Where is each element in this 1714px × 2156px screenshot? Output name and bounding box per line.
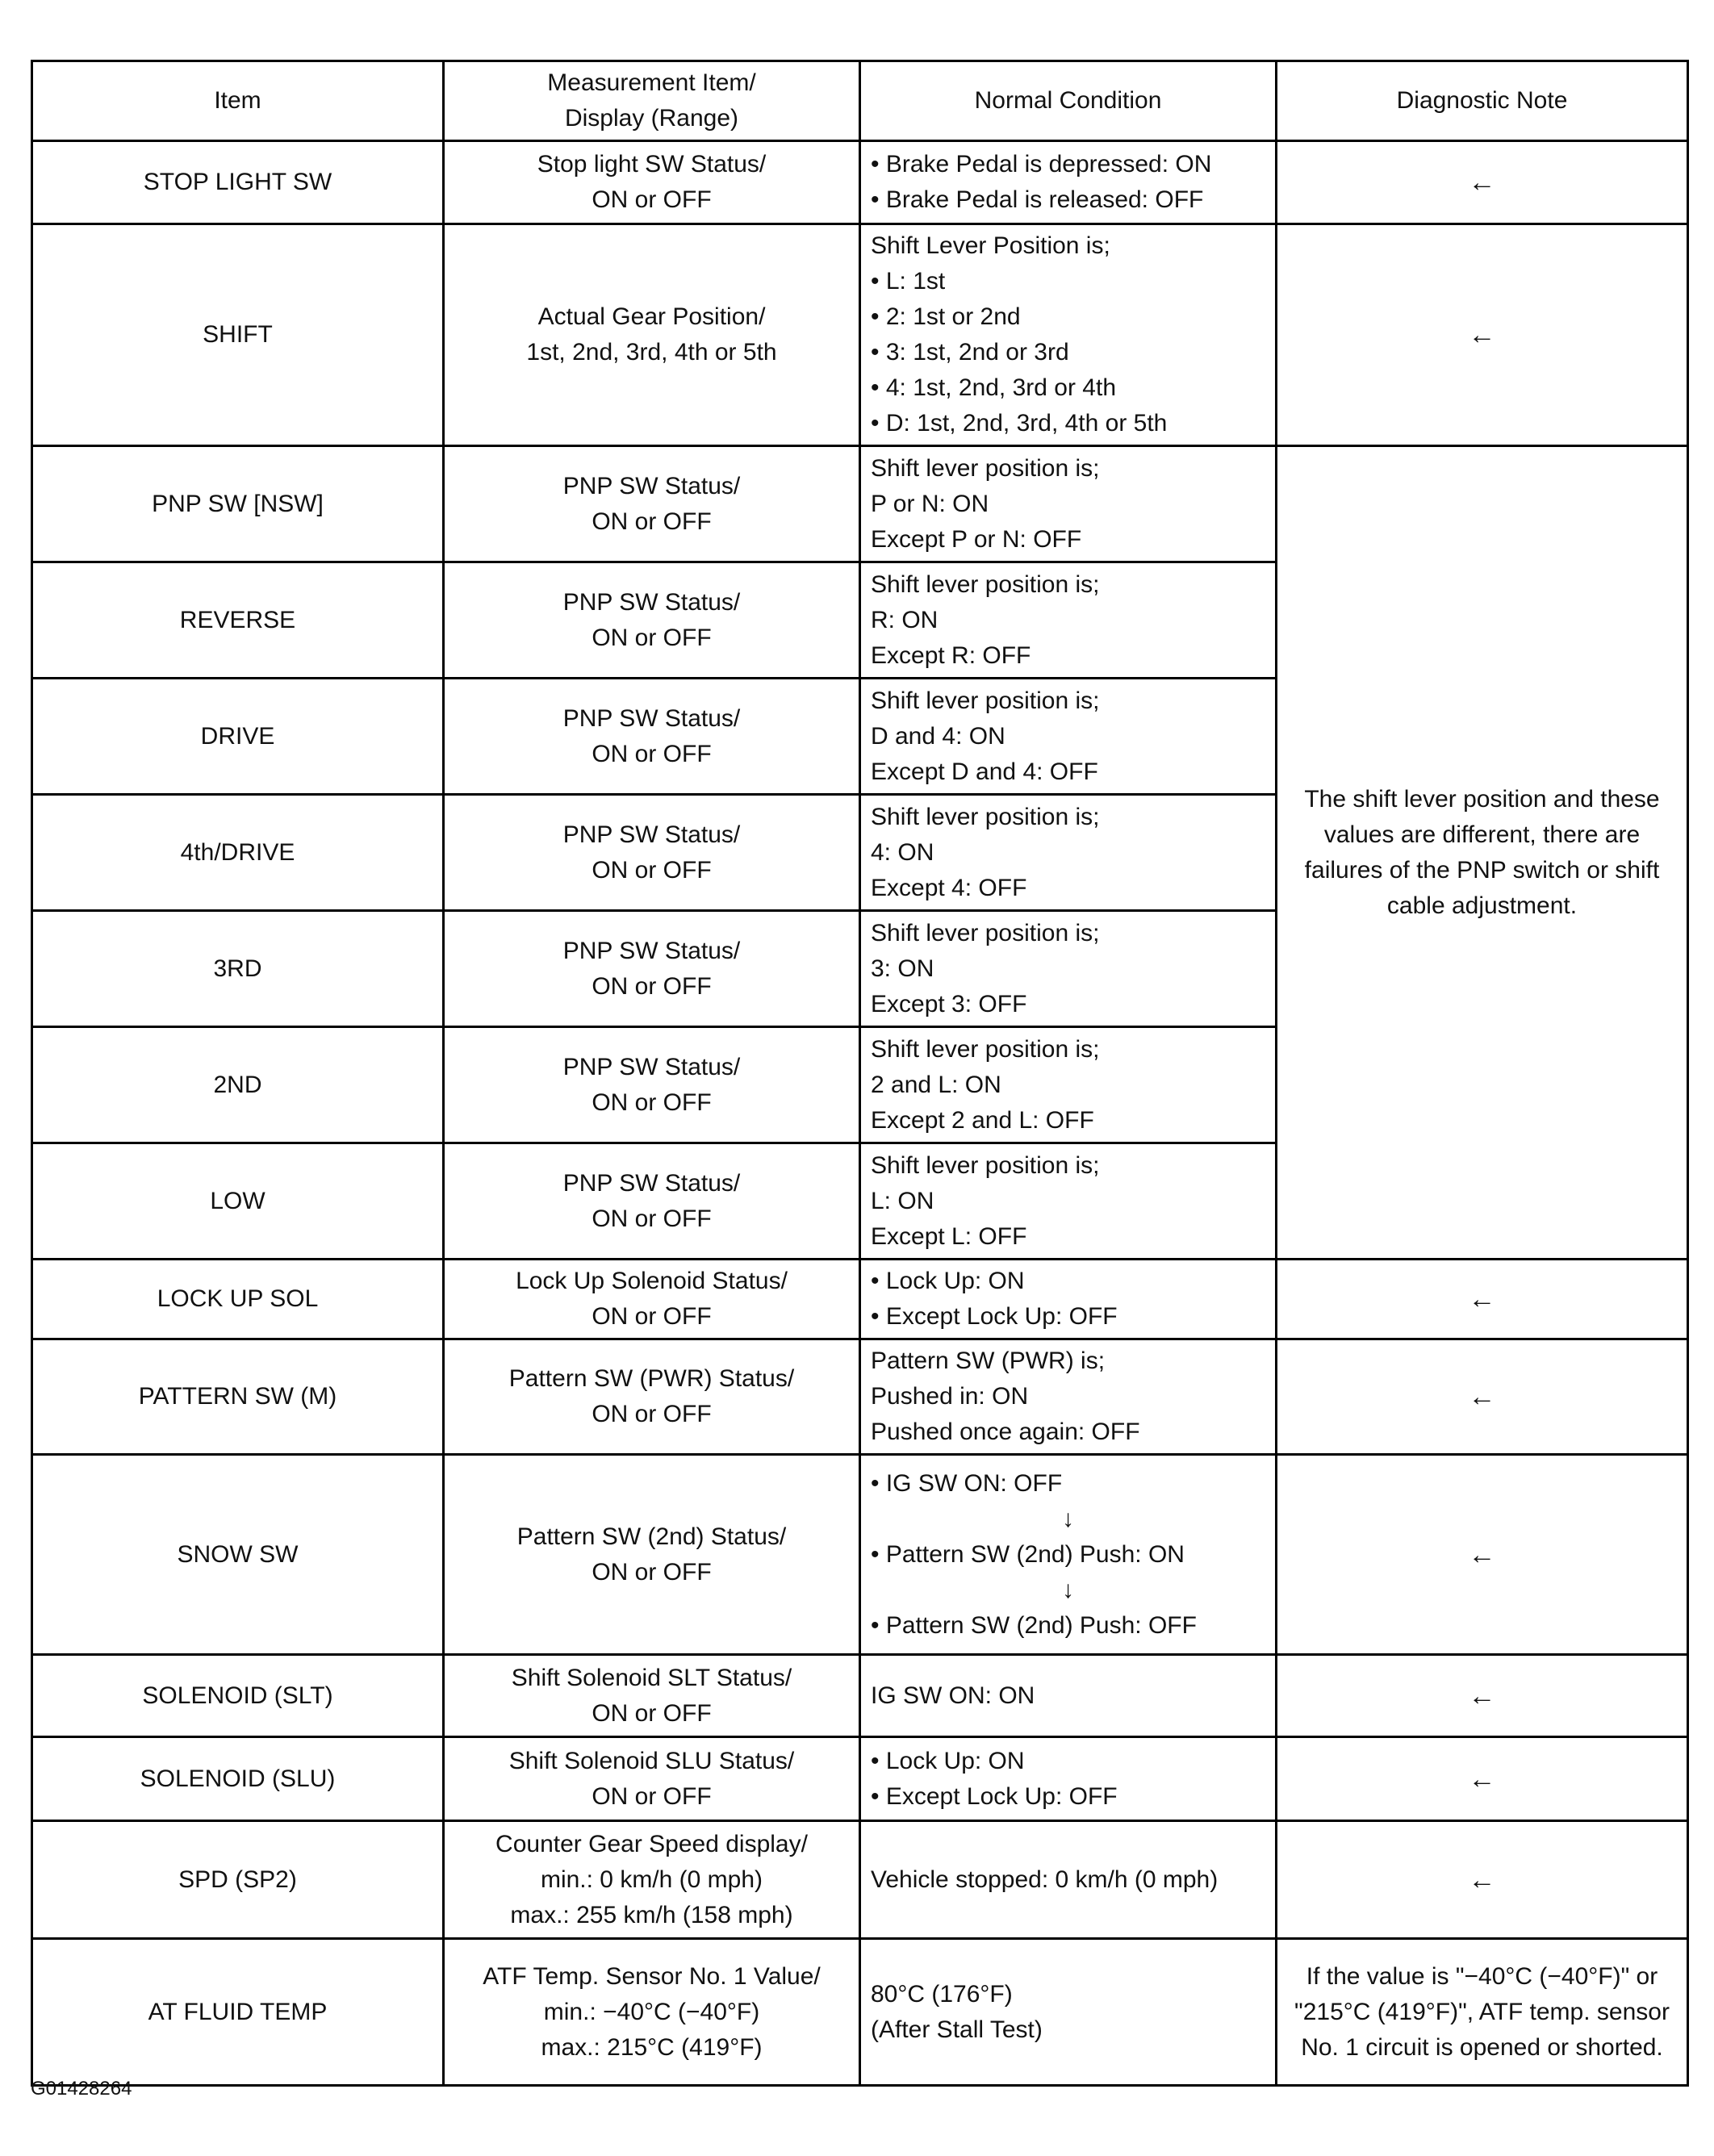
figure-code: G01428264 <box>31 2078 132 2100</box>
normal-condition-cell: • Brake Pedal is depressed: ON • Brake Pedal is released: OFF <box>860 141 1277 224</box>
measurement-cell: PNP SW Status/ ON or OFF <box>444 562 860 679</box>
table-row <box>32 141 1688 224</box>
diagnostic-note-cell: If the value is "−40°C (−40°F)" or "215°C (419°F)", ATF temp. sensor No. 1 circuit is opened or shorted. <box>1277 1939 1688 2086</box>
item-cell: STOP LIGHT SW <box>32 141 444 224</box>
table-row <box>32 1655 1688 1737</box>
header-diagnostic-note: Diagnostic Note <box>1277 61 1688 141</box>
measurement-cell: Counter Gear Speed display/ min.: 0 km/h (0 mph) max.: 255 km/h (158 mph) <box>444 1821 860 1939</box>
diagnostic-note-cell: ← <box>1277 1339 1688 1455</box>
normal-condition-cell: • Lock Up: ON • Except Lock Up: OFF <box>860 1737 1277 1821</box>
normal-condition-cell: Shift lever position is; 3: ON Except 3: OFF <box>860 911 1277 1027</box>
diagnostic-note-cell: ← <box>1277 1655 1688 1737</box>
header-measurement: Measurement Item/ Display (Range) <box>444 61 860 141</box>
table-row <box>32 1821 1688 1939</box>
measurement-cell: Shift Solenoid SLU Status/ ON or OFF <box>444 1737 860 1821</box>
diagnostic-note-cell: ← <box>1277 1455 1688 1655</box>
down-arrow-icon: ↓ <box>1062 1505 1074 1532</box>
measurement-cell: Shift Solenoid SLT Status/ ON or OFF <box>444 1655 860 1737</box>
diagnostic-note-cell: ← <box>1277 141 1688 224</box>
item-cell: AT FLUID TEMP <box>32 1939 444 2086</box>
item-cell: SOLENOID (SLT) <box>32 1655 444 1737</box>
normal-condition-cell: Shift lever position is; P or N: ON Except P or N: OFF <box>860 446 1277 562</box>
measurement-cell: ATF Temp. Sensor No. 1 Value/ min.: −40°C (−40°F) max.: 215°C (419°F) <box>444 1939 860 2086</box>
normal-condition-cell: • IG SW ON: OFF ↓ • Pattern SW (2nd) Push: ON ↓ • Pattern SW (2nd) Push: OFF <box>860 1455 1277 1655</box>
normal-condition-cell: Shift Lever Position is; • L: 1st • 2: 1st or 2nd • 3: 1st, 2nd or 3rd • 4: 1st, 2nd, 3rd or 4th • D: 1st, 2nd, 3rd, 4th or 5th <box>860 224 1277 446</box>
header-item: Item <box>32 61 444 141</box>
item-cell: PATTERN SW (M) <box>32 1339 444 1455</box>
measurement-cell: Pattern SW (PWR) Status/ ON or OFF <box>444 1339 860 1455</box>
normal-condition-cell: IG SW ON: ON <box>860 1655 1277 1737</box>
normal-condition-cell: Shift lever position is; L: ON Except L: OFF <box>860 1143 1277 1260</box>
item-cell: REVERSE <box>32 562 444 679</box>
item-cell: 3RD <box>32 911 444 1027</box>
normal-condition-cell: Shift lever position is; R: ON Except R: OFF <box>860 562 1277 679</box>
down-arrow-icon: ↓ <box>1062 1576 1074 1603</box>
measurement-cell: PNP SW Status/ ON or OFF <box>444 1143 860 1260</box>
item-cell: PNP SW [NSW] <box>32 446 444 562</box>
diagnostic-table <box>31 60 1689 2087</box>
item-cell: LOW <box>32 1143 444 1260</box>
measurement-cell: PNP SW Status/ ON or OFF <box>444 446 860 562</box>
measurement-cell: Actual Gear Position/ 1st, 2nd, 3rd, 4th or 5th <box>444 224 860 446</box>
item-cell: SHIFT <box>32 224 444 446</box>
normal-condition-cell: Pattern SW (PWR) is; Pushed in: ON Pushed once again: OFF <box>860 1339 1277 1455</box>
table-row <box>32 1737 1688 1821</box>
pnp-diagnostic-note-cell: The shift lever position and these values are different, there are failures of the PNP switch or shift cable adjustment. <box>1277 446 1688 1260</box>
normal-condition-cell: Shift lever position is; D and 4: ON Except D and 4: OFF <box>860 679 1277 795</box>
diagnostic-note-cell: ← <box>1277 1821 1688 1939</box>
measurement-cell: PNP SW Status/ ON or OFF <box>444 679 860 795</box>
item-cell: 2ND <box>32 1027 444 1143</box>
measurement-cell: PNP SW Status/ ON or OFF <box>444 911 860 1027</box>
header-normal-condition: Normal Condition <box>860 61 1277 141</box>
measurement-cell: Stop light SW Status/ ON or OFF <box>444 141 860 224</box>
measurement-cell: Lock Up Solenoid Status/ ON or OFF <box>444 1260 860 1339</box>
table-row <box>32 224 1688 446</box>
item-cell: SOLENOID (SLU) <box>32 1737 444 1821</box>
table-row <box>32 1455 1688 1655</box>
measurement-cell: Pattern SW (2nd) Status/ ON or OFF <box>444 1455 860 1655</box>
diagnostic-note-cell: ← <box>1277 1737 1688 1821</box>
table-row <box>32 1260 1688 1339</box>
table-row <box>32 1939 1688 2086</box>
measurement-cell: PNP SW Status/ ON or OFF <box>444 795 860 911</box>
item-cell: SPD (SP2) <box>32 1821 444 1939</box>
item-cell: DRIVE <box>32 679 444 795</box>
table-row <box>32 446 1688 562</box>
normal-condition-cell: • Lock Up: ON • Except Lock Up: OFF <box>860 1260 1277 1339</box>
normal-condition-cell: Shift lever position is; 4: ON Except 4: OFF <box>860 795 1277 911</box>
table-row <box>32 1339 1688 1455</box>
normal-condition-cell: Vehicle stopped: 0 km/h (0 mph) <box>860 1821 1277 1939</box>
normal-condition-cell: 80°C (176°F) (After Stall Test) <box>860 1939 1277 2086</box>
header-row <box>32 61 1688 141</box>
item-cell: SNOW SW <box>32 1455 444 1655</box>
diagnostic-note-cell: ← <box>1277 1260 1688 1339</box>
normal-condition-cell: Shift lever position is; 2 and L: ON Except 2 and L: OFF <box>860 1027 1277 1143</box>
measurement-cell: PNP SW Status/ ON or OFF <box>444 1027 860 1143</box>
diagnostic-note-cell: ← <box>1277 224 1688 446</box>
item-cell: LOCK UP SOL <box>32 1260 444 1339</box>
item-cell: 4th/DRIVE <box>32 795 444 911</box>
